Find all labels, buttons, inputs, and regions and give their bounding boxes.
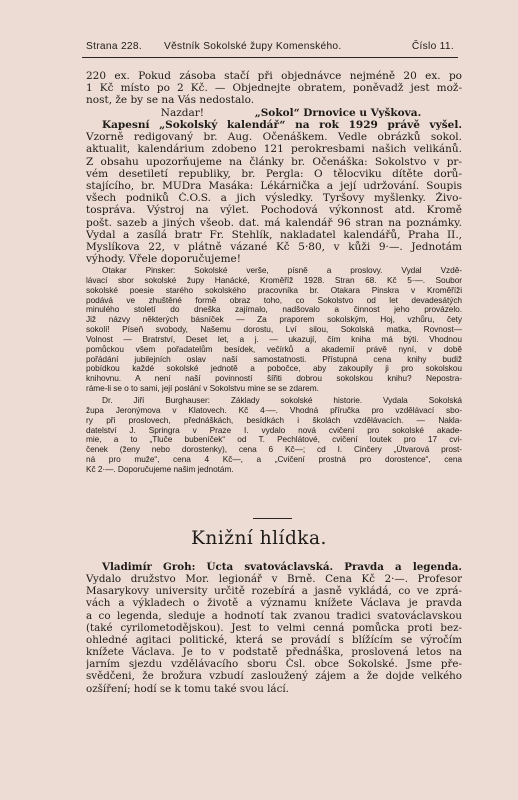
text-line: Již názvy některých básníček — Za praporem sokolským, Hoj, vzhůru, čety — [86, 315, 462, 325]
text-line: podává ve zhuštěné formě obraz toho, co Sokolstvo od let devadesátých — [86, 295, 462, 305]
text-line: a co legenda, sleduje a hodnotí tak zvanou tradici svatováclavskou — [86, 609, 462, 622]
text-line: mie, a to „Tluče bubeníček“ od T. Pechlátové, cvičení loutek pro 17 cvi- — [86, 435, 462, 445]
burghauser-review — [86, 396, 462, 475]
issue-number: Číslo 11. — [411, 41, 454, 52]
text-line: Kč 2·—. Doporučujeme našim jednotám. — [86, 464, 234, 474]
text-line: 1 Kč místo po 2 Kč. — Objednejte obratem, poněvadž jest mož- — [86, 82, 462, 95]
text-line: (také cyrilometodějskou). Jest to velmi cenná pomůcka proti bez- — [86, 621, 462, 634]
text-line: Masarykovy university určitě rozebírá a jasně vykládá, co ve zprá- — [86, 585, 462, 598]
text-line: ráme-li se o to sami, její poslání v Sokolstvu mine se se zdarem. — [86, 384, 319, 394]
text-line: Z obsahu upozorňujeme na články br. Očenáška: Sokolstvo v pr- — [86, 155, 462, 168]
journal-title: Věstník Sokolské župy Komenského. — [164, 41, 342, 52]
text-line: Vzorně redigovaný br. Aug. Očenáškem. Vedle obrázků sokol. — [86, 131, 462, 144]
text-line: pošt. sazeb a jiných všeob. dat. má kalendář 96 stran na poznámky. — [86, 216, 462, 229]
groh-title-line: Vladimír Groh: Úcta svatováclavská. Pravda a legenda. — [102, 561, 462, 573]
text-line: datelství J. Springra v Praze I. vydalo nová cvičení pro sokolské akade- — [86, 425, 462, 435]
text-line: 220 ex. Pokud zásoba stačí při objednávce nejméně 20 ex. po — [86, 70, 462, 82]
text-line: ozšíření; hodí se k tomu také svou lácí. — [86, 682, 289, 695]
text-line: pobídkou každé sokolské jednotě a pobočce, aby zakoupily ji pro sokolskou — [86, 364, 462, 374]
text-line: Otakar Pinsker: Sokolské verše, písně a proslovy. Vydal Vzdě- — [102, 266, 462, 275]
text-line: všech podniků Č.O.S. a jich výsledky. Tyršovy myšlenky. Živo- — [86, 192, 462, 205]
text-line: Vydal a zasílá bratr Fr. Stehlík, nakladatel kalendářů, Praha II., — [86, 228, 462, 241]
text-line: Vydalo družstvo Mor. legionář v Brně. Cena Kč 2·—. Profesor — [86, 573, 462, 586]
text-line: Volnost — Bratrství, Deset let, a j. — ukazují, čím kniha má býti. Vhodnou — [86, 334, 462, 344]
text-line: ry při proslovech, přednáškách, besídkách i školách vzdělávacích. — Nakla- — [86, 415, 462, 425]
text-line: knihovnu. A není naší povinností šířiti dobrou sokolskou knihu? Nepostra- — [86, 374, 462, 384]
running-head — [82, 40, 458, 58]
text-line: tospráva. Výstroj na výlet. Pochodová výkonnost atd. Kromě — [86, 204, 462, 217]
text-line: lávací sbor sokolské župy Hanácké, Kroměříž 1928. Stran 68. Kč 5·—. Soubor — [86, 275, 462, 285]
intro-paragraph — [86, 70, 462, 119]
text-line: nost, že by se na Vás nedostalo. — [86, 94, 255, 107]
signoff-line — [86, 107, 462, 119]
text-line: výhody. Vřele doporučujeme! — [86, 253, 241, 266]
text-line: vách a výkladech o životě a významu knížete Václava je pravda — [86, 597, 462, 610]
text-line: vém desetiletí republiky, br. Pergla: O tělocviku dítěte dorů- — [86, 167, 462, 180]
text-line: ná pro muže“, cena 4 Kč—, a „Cvičení prostná pro dorostence“, cena — [86, 455, 462, 465]
calendar-title-line: Kapesní „Sokolský kalendář“ na rok 1929 právě vyšel. — [102, 119, 462, 131]
groh-review — [86, 561, 462, 695]
signoff-greeting: Nazdar! — [160, 106, 204, 119]
section-heading: Knižní hlídka. — [191, 528, 327, 549]
pinsker-review — [86, 266, 462, 394]
page-number: Strana 228. — [86, 41, 142, 52]
text-line: sokolské poesie starého sokolského pracovníka br. Otakara Pinskra v Kroměříži — [86, 285, 462, 295]
section-divider — [253, 518, 292, 519]
text-line: Myslíkova 22, v plátně vázané Kč 5·80, v kůži 9·—. Jednotám — [86, 241, 462, 254]
text-line: aktualit, kalendárium zdobeno 121 perokresbami našich velikánů. — [86, 143, 462, 156]
text-line: jarním sjezdu vzdělávacího sboru Čsl. obce Sokolské. Jsme pře- — [86, 658, 462, 671]
signoff-sender: „Sokol“ Drnovice u Vyškova. — [254, 106, 422, 119]
text-line: čenek (ženy nebo dorostenky), cena 6 Kč—; cd I. Cinčery „Útvarová prost- — [86, 445, 462, 455]
text-line: knížete Václava. Je to v podstatě přednáška, proslovená letos na — [86, 646, 462, 659]
text-line: Dr. Jiří Burghauser: Základy sokolské historie. Vydala Sokolská — [102, 396, 462, 405]
text-line: sokolí! Píseň svobody, Našemu dorostu, Lví silou, Sokolská matka, Rovnost— — [86, 325, 462, 335]
text-line: pomůckou všem pořadatelům besídek, večírků a akademií právě nyní, v době — [86, 344, 462, 354]
text-line: stajícího, br. MUDra Masáka: Lékárnička a její udržování. Soupis — [86, 180, 462, 193]
text-line: pořádání jubilejních oslav naší samostatnosti. Přístupná cena knihy budiž — [86, 354, 462, 364]
text-line: ohledné agitaci politické, která se provádí s blížícím se výročím — [86, 633, 462, 646]
text-line: minulého století do dneška zajímalo, nadšovalo a činnost jeho provázelo. — [86, 305, 462, 315]
text-line: župa Jeronýmova v Klatovech. Kč 4·—. Vhodná příručka pro vzdělávací sbo- — [86, 405, 462, 415]
calendar-review — [86, 119, 462, 265]
text-line: svědčeni, že brožura vzbudí zasloužený zájem a že dojde velkého — [86, 670, 462, 683]
